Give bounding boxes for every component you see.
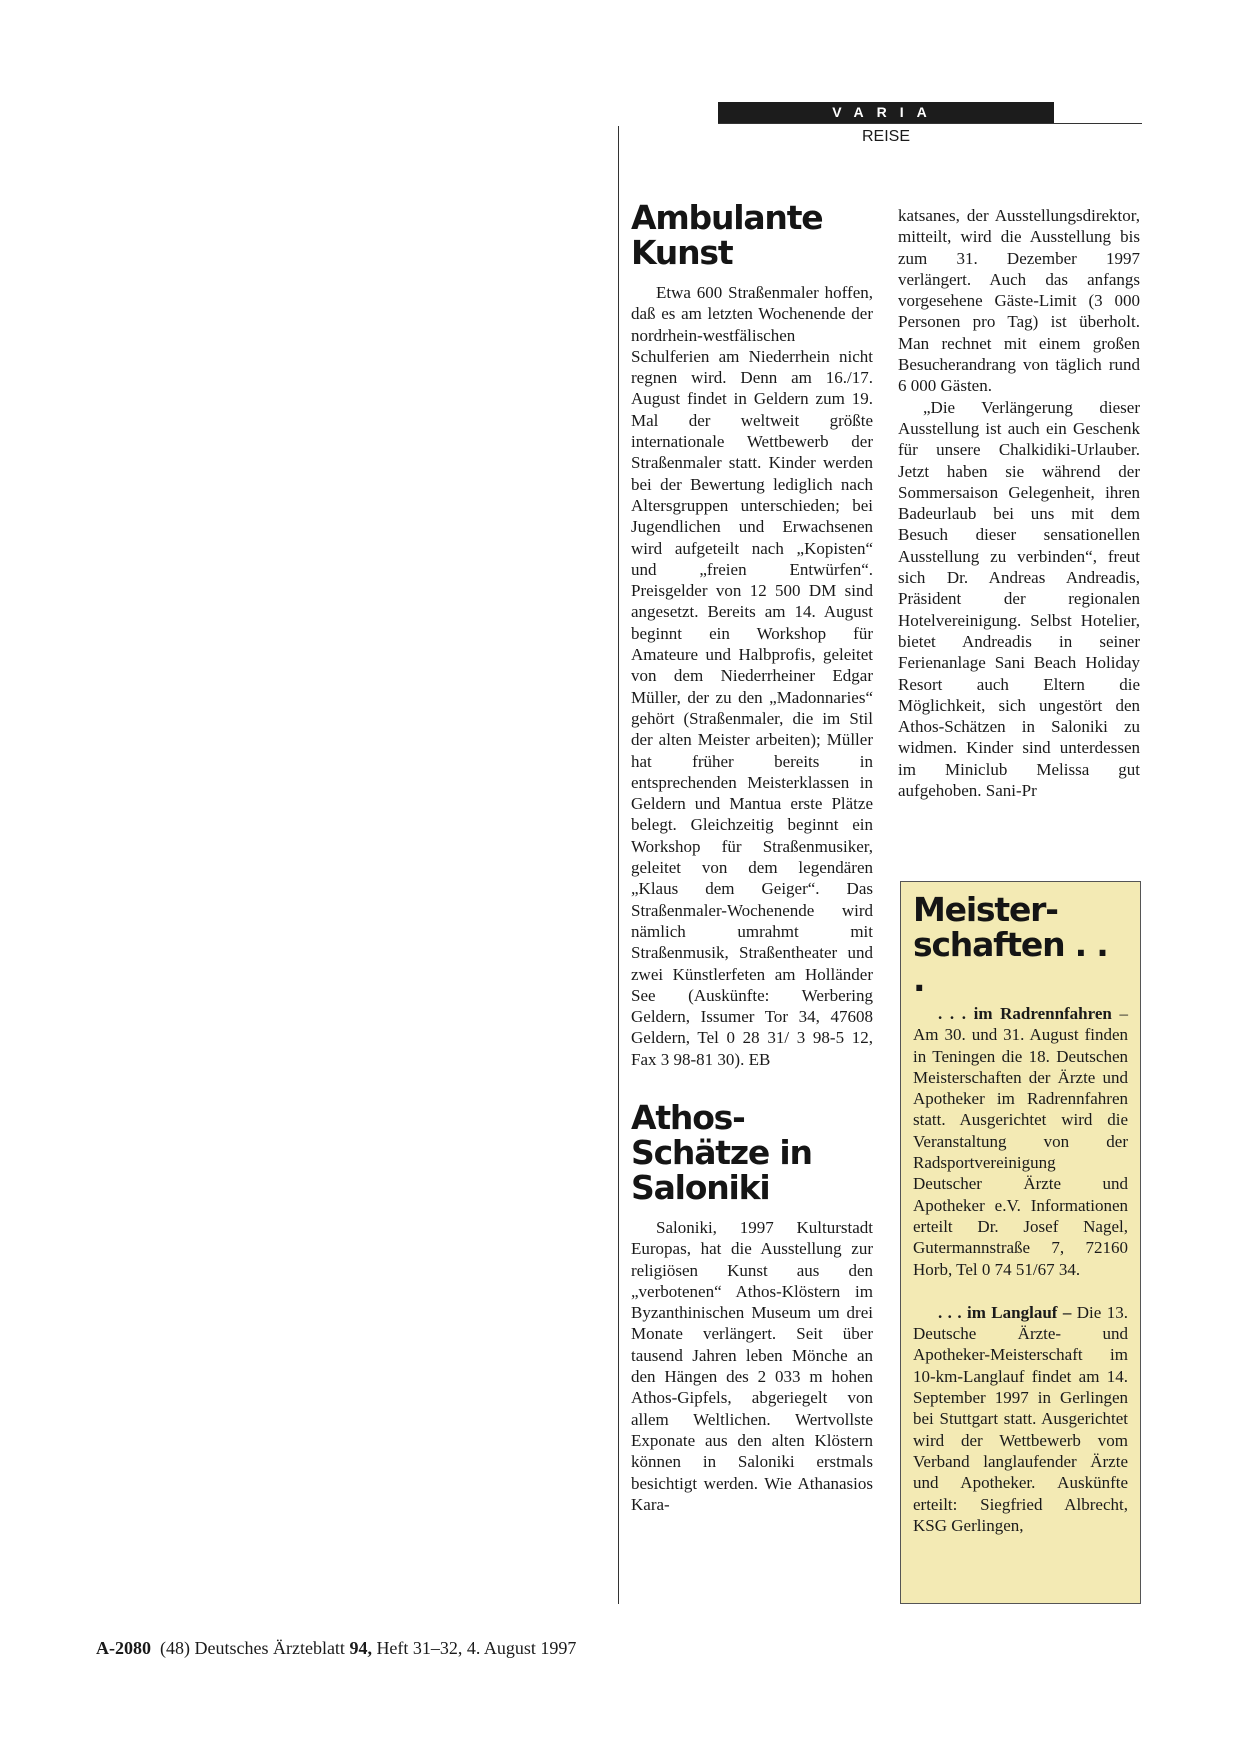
article-title-athos: Athos-Schätze in Saloniki [631, 1097, 812, 1207]
subsection-label: REISE [861, 128, 910, 145]
middle-column [898, 205, 1140, 801]
meisterschaften-box [900, 881, 1141, 1604]
page-number: A-2080 [96, 1638, 151, 1658]
page-footer [96, 1638, 576, 1659]
article-body-athos-part3: „Die Verlängerung dieser Ausstellung ist auch ein Geschenk für unsere Chalkidiki-Urlauber. Jetzt haben sie während der Sommersaison Gelegenheit, ihren Badeurlaub bei uns mit dem Besuch dieser sensationellen Ausstellung zu verbinden“, freut sich Dr. Andreas Andreadis, Präsident der regionalen Hotelvereinigung. Selbst Hotelier, bietet Andreadis in seiner Ferienanlage Sani Beach Holiday Resort auch Eltern die Möglichkeit, sich ungestört den Athos-Schätzen in Saloniki zu widmen. Kinder sind unterdessen im Miniclub Melissa gut aufgehoben. Sani-Pr [898, 397, 1140, 801]
article-body-ambulante-kunst: Etwa 600 Straßenmaler hoffen, daß es am letzten Wochenende der nordrhein-westfälischen Schulferien am Niederrhein nicht regnen wird. Denn am 16./17. August findet in Geldern zum 19. Mal der weltweit größte internationale Wettbewerb der Straßenmaler statt. Kinder werden bei der Bewertung lediglich nach Altersgruppen unterschieden; bei Jugendlichen und Erwachsenen wird aufgeteilt nach „Kopisten“ und „freien Entwürfen“. Preisgelder von 12 500 DM sind angesetzt. Bereits am 14. August beginnt ein Workshop für Amateure und Halbprofis, geleitet von dem Niederrheiner Edgar Müller, der zu den „Madonnaries“ gehört (Straßenmaler, die im Stil der alten Meister arbeiten); Müller hat früher bereits in entsprechenden Meisterklassen in Geldern und Mantua erste Plätze belegt. Gleichzeitig beginnt ein Workshop für Straßenmusiker, geleitet von dem legendären „Klaus dem Geiger“. Das Straßenmaler-Wochenende wird nämlich umrahmt mit Straßenmusik, Straßentheater und zwei Künstlerfeten am Holländer See (Auskünfte: Werbering Geldern, Issumer Tor 34, 47608 Geldern, Tel 0 28 31/ 3 98-5 12, Fax 3 98-81 30). EB [631, 283, 873, 1069]
article-body-athos-part1: Saloniki, 1997 Kulturstadt Europas, hat die Ausstellung zur religiösen Kunst aus den „verbotenen“ Athos-Klöstern im Byzanthinischen Museum um drei Monate verlängert. Seit über tausend Jahren leben Mönche an den Hängen des 2 033 m hohen Athos-Gipfels, abgeriegelt von allem Weltlichen. Wertvollste Exponate aus den alten Klöstern können in Saloniki erstmals besichtigt werden. Wie Athanasios Kara- [631, 1217, 873, 1514]
box-item-langlauf [913, 1302, 1128, 1536]
box-item-radrennfahren [913, 1003, 1128, 1280]
box-item-lead: . . . im Langlauf – [938, 1302, 1072, 1322]
volume-number: 94, [349, 1638, 372, 1658]
section-label: VARIA [718, 102, 1054, 123]
issue-suffix: Heft 31–32, 4. August 1997 [376, 1638, 577, 1658]
article-body-athos-part2: katsanes, der Ausstellungsdirektor, mitteilt, wird die Ausstellung bis zum 31. Dezember 1997 verlängert. Auch das anfangs vorgesehene Gäste-Limit (3 000 Personen pro Tag) ist überholt. Man rechnet mit einem großen Besucherandrang von täglich rund 6 000 Gästen. [898, 206, 1140, 396]
left-column [631, 200, 873, 1515]
box-title: Meisterschaften . . . [913, 890, 1108, 999]
article-title-ambulante-kunst: Ambulante Kunst [631, 198, 823, 272]
box-item-lead: . . . im Radrennfahren [938, 1004, 1112, 1023]
box-item-body: – Am 30. und 31. August finden in Teningen die 18. Deutschen Meisterschaften der Ärzte und Apotheker im Radrennfahren statt. Ausgerichtet wird die Veranstaltung von der Radsportvereinigung Deutscher Ärzte und Apotheker e.V. Informationen erteilt Dr. Josef Nagel, Gutermannstraße 7, 72160 Horb, Tel 0 74 51/67 34. [913, 1004, 1129, 1279]
header-rule [718, 123, 1142, 124]
box-item-body: Die 13. Deutsche Ärzte- und Apotheker-Meisterschaft im 10-km-Langlauf findet am 14. September 1997 in Gerlingen bei Stuttgart statt. Ausgerichtet wird der Wettbewerb vom Verband langlaufender Ärzte und Apotheker. Auskünfte erteilt: Siegfried Albrecht, KSG Gerlingen, [913, 1302, 1128, 1535]
column-divider [618, 126, 619, 1604]
issue-prefix: (48) Deutsches Ärzteblatt [160, 1638, 345, 1658]
